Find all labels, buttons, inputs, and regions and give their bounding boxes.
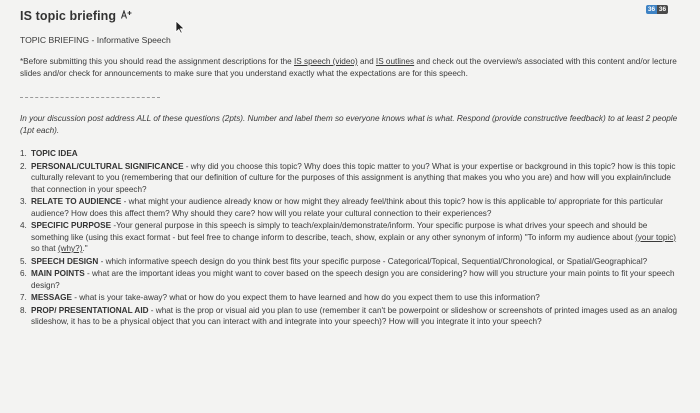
item-number: 4. [20,221,27,230]
intro-text-1: *Before submitting this you should read the assignment descriptions for the [20,57,294,66]
item-text: - what are the important ideas you might want to cover based on the speech design you are considering? how will you structure your main points to fit your speech design? [31,269,675,290]
item-text-end: ." [82,244,88,253]
item-text: - what is your take-away? what or how do you expect them to have learned and how do you expect them to use this information? [71,293,540,302]
list-item [20,220,680,255]
text-ai-icon[interactable] [121,10,132,22]
is-speech-video-link[interactable]: IS speech (video) [293,57,358,66]
mouse-cursor-icon [175,20,185,34]
page-count-badge [646,5,668,14]
item-label: PERSONAL/CULTURAL SIGNIFICANCE [31,161,184,171]
badge-left: 36 [647,6,656,13]
intro-text-3: and check out the overview/s associated with this content and/or lecture slides and/or check for announcements to make sure that you understand exactly what the expectations are for this speech. [20,57,677,78]
instructions-paragraph: In your discussion post address ALL of these questions (2pts). Number and label them so everyone knows what is what. Respond (provide constructive feedback) to at least 2 people (1pt each). [20,114,678,135]
item-number: 5. [20,256,27,266]
subtitle: TOPIC BRIEFING - Informative Speech [20,35,171,45]
why-underlined: (why?) [57,244,83,253]
title-row [20,6,132,26]
is-outlines-link[interactable]: IS outlines [375,57,415,66]
item-label: SPEECH DESIGN [31,256,99,266]
item-number: 3. [20,197,27,206]
item-label: MESSAGE [31,293,72,302]
item-label: TOPIC IDEA [31,149,78,158]
list-item [20,256,680,268]
your-topic-underlined: (your topic) [635,232,677,242]
item-text: - what is the prop or visual aid you plan to use (remember it can't be powerpoint or slideshow or screenshots of printed images used as an analog slideshow, it has to be a physical object that you can interact with and integrate into your speech)? How will you integrate it into your speech? [31,305,678,326]
list-item [20,268,680,291]
item-text: - which informative speech design do you think best fits your specific purpose - Categorical/Topical, Sequential/Chronological, or Spatial/Geographical? [98,256,648,266]
question-list [20,148,680,329]
item-number: 2. [20,161,27,171]
item-number: 7. [20,293,27,302]
list-item [20,148,680,160]
page-title: IS topic briefing [20,9,117,23]
text-ai-icon-glyph [121,10,132,19]
list-item [20,292,680,304]
item-label: SPECIFIC PURPOSE [31,221,112,230]
item-text: - why did you choose this topic? Why does this topic matter to you? What is your expertise or background in this topic? how is this topic culturally relevant to you (remembering that our definition of culture for the purposes of this assignment is anything that makes you who you are) and how will you explain/include that connection in your speech? [31,161,676,194]
item-number: 1. [20,149,27,158]
intro-paragraph [20,56,680,79]
item-label: MAIN POINTS [31,269,85,278]
list-item [20,161,680,196]
badge-right: 36 [658,6,667,13]
item-text-mid: so that [31,244,58,253]
item-label: RELATE TO AUDIENCE [31,197,122,206]
item-number: 6. [20,269,27,278]
intro-text-2: and [357,57,376,66]
item-text: - what might your audience already know or how might they already feel/think about this topic? how is this applicable to/ appropriate for this particular audience? How does this affect them? Why should they care? how will you relate your cultural connection to their experiences? [31,197,663,218]
item-text: -Your general purpose in this speech is simply to teach/explain/demonstrate/inform. Your specific purpose is what drives your speech and should be something like (using this exact format - but feel free to change inform to describe, teach, show, explain or any other synonym of inform) "To inform my audience about [31,221,648,242]
list-item [20,305,680,328]
list-item [20,196,680,219]
item-label: PROP/ PRESENTATIONAL AID [31,305,149,315]
divider [20,97,160,98]
item-number: 8. [20,305,27,315]
